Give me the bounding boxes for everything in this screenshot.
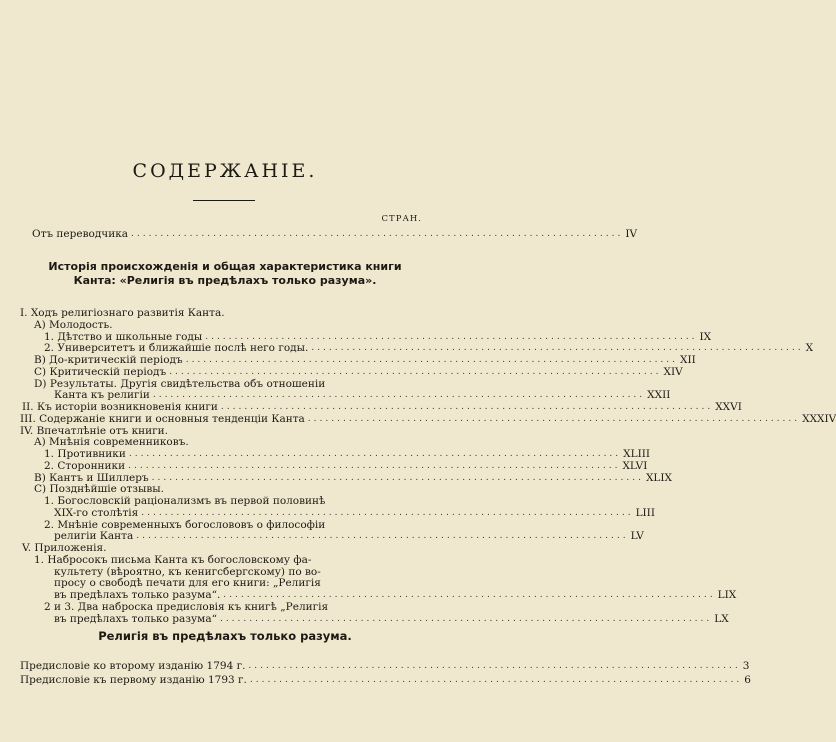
dot-leader: .................................................................................... [152,390,646,401]
toc-line-text: B) До-критическій періодъ [34,354,183,366]
toc-line-text: въ предѣлахъ только разума“ [54,612,217,625]
toc-line-page: XXXIV [802,412,836,425]
toc-line [54,530,644,543]
toc-line [54,566,321,578]
toc-line [54,506,655,519]
toc-line [34,378,325,390]
toc-line-page: LIII [635,506,655,519]
toc-line-text: I. Ходъ религіознаго развитія Канта. [20,307,225,319]
toc-line-text: 1. Набросокъ письма Канта къ богословскому фа- [34,553,312,566]
toc-line-text: B) Кантъ и Шиллеръ [34,471,149,484]
section-heading-line2: Канта: «Религія въ предѣлахъ только разума». [73,274,377,287]
toc-line-page: XLVI [622,459,648,472]
toc-line [20,307,225,319]
toc-line-text: C) Позднѣйшіе отзывы. [34,483,164,496]
toc-line-text: 1. Богословскій раціонализмъ въ первой половинѣ [44,495,326,507]
toc-line [34,354,696,366]
toc-entry-preface-2 [20,660,750,672]
dot-leader: .................................................................................... [141,507,634,518]
toc-line [44,459,648,472]
toc-line-page: LX [714,612,729,625]
section-heading-text: Религія въ предѣлахъ только разума. [98,629,352,643]
toc-line-text: въ предѣлахъ только разума“. [54,589,221,601]
dot-leader: .................................................................................... [223,590,716,600]
dot-leader: .................................................................................... [136,531,629,542]
toc-line-text: 2 и 3. Два наброска предисловія къ книгѣ „Религія [44,600,329,613]
toc-line-text: V. Приложенія. [22,542,107,554]
toc-line-text: XIX-го столѣтія [54,506,139,519]
dot-leader: .................................................................................... [169,366,662,377]
dot-leader: .................................................................................... [307,413,801,424]
toc-line-text: II. Къ исторіи возникновенія книги [22,401,218,413]
dot-leader: .................................................................................... [220,402,714,412]
dot-leader: .................................................................................... [131,229,624,239]
toc-line [34,483,164,495]
toc-line [44,519,325,531]
toc-line-text: A) Мнѣнія современниковъ. [34,436,189,449]
toc-line [34,319,113,331]
toc-line-text: C) Критическій періодъ [34,365,167,378]
toc-entry-page: IV [625,228,638,240]
toc-line-text: IV. Впечатлѣніе отъ книги. [20,424,168,437]
dot-leader: .................................................................................... [311,343,804,354]
toc-line [54,612,729,625]
toc-line-page: XLIX [645,471,673,484]
toc-line-page: LIX [717,589,737,601]
toc-entry-translator [32,228,638,240]
toc-entry-text: Предисловіе ко второму изданію 1794 г. [20,660,246,672]
toc-line-page: X [805,342,814,355]
toc-line-page: XLIII [623,448,651,460]
page-column-label: СТРАН. [381,214,422,224]
toc-line [44,330,712,343]
toc-line-text: D) Результаты. Другія свидѣтельства объ отношеніи [34,377,326,390]
toc-line [44,342,814,355]
toc-line-page: LV [630,530,644,543]
toc-line [54,577,321,589]
toc-line-text: 1. Противники [44,448,126,460]
toc-line [54,589,737,601]
toc-line-text: 2. Сторонники [44,459,126,472]
dot-leader: .................................................................................... [185,355,679,365]
dot-leader: .................................................................................... [128,449,622,459]
section-heading-line1: Исторія происхожденія и общая характеристика книги [48,260,402,273]
dot-leader: .................................................................................... [128,460,621,471]
toc-line-text: Канта къ религіи [54,389,150,402]
dot-leader: .................................................................................... [205,331,698,342]
toc-line-page: XXVI [715,401,742,413]
toc-line-text: просу о свободѣ печати для его книги: „Религія [54,577,321,590]
toc-line [44,601,328,613]
toc-line [44,495,325,507]
dot-leader: .................................................................................... [249,675,743,685]
toc-line [34,554,311,566]
toc-line-text: 2. Мнѣніе современныхъ богослововъ о философіи [44,518,326,531]
toc-entry-page: 6 [744,674,751,686]
toc-line [20,412,836,425]
dot-leader: .................................................................................... [248,661,741,671]
title-rule [193,200,255,201]
toc-line-page: IX [699,330,712,343]
dot-leader: .................................................................................... [219,613,713,624]
toc-line-text: культету (вѣроятно, къ кенигсбергскому) по во- [54,565,321,578]
toc-line [54,389,671,402]
toc-line-page: XIV [663,365,683,378]
toc-entry-preface-1 [20,674,751,686]
toc-line [44,448,651,460]
toc-line-text: религіи Канта [54,530,134,543]
toc-line-text: 1. Дѣтство и школьные годы [44,330,203,343]
page-title: СОДЕРЖАНІЕ. [132,160,318,182]
toc-line-page: XII [680,354,696,366]
toc-line [34,436,189,448]
toc-line [34,471,673,484]
toc-line-page: XXII [647,389,671,402]
toc-line [20,425,168,437]
toc-line-text: 2. Университетъ и ближайшіе послѣ него годы. [44,342,309,355]
toc-entry-page: 3 [742,660,750,672]
toc-entry-text: Отъ переводчика [32,228,129,240]
toc-entry-text: Предисловіе къ первому изданію 1793 г. [20,674,247,686]
toc-line [34,365,683,378]
toc-line [22,542,106,554]
toc-line [22,401,742,413]
toc-line-text: A) Молодость. [34,318,113,331]
dot-leader: .................................................................................... [151,472,644,483]
toc-line-text: III. Содержаніе книги и основныя тенденціи Канта [20,412,305,425]
